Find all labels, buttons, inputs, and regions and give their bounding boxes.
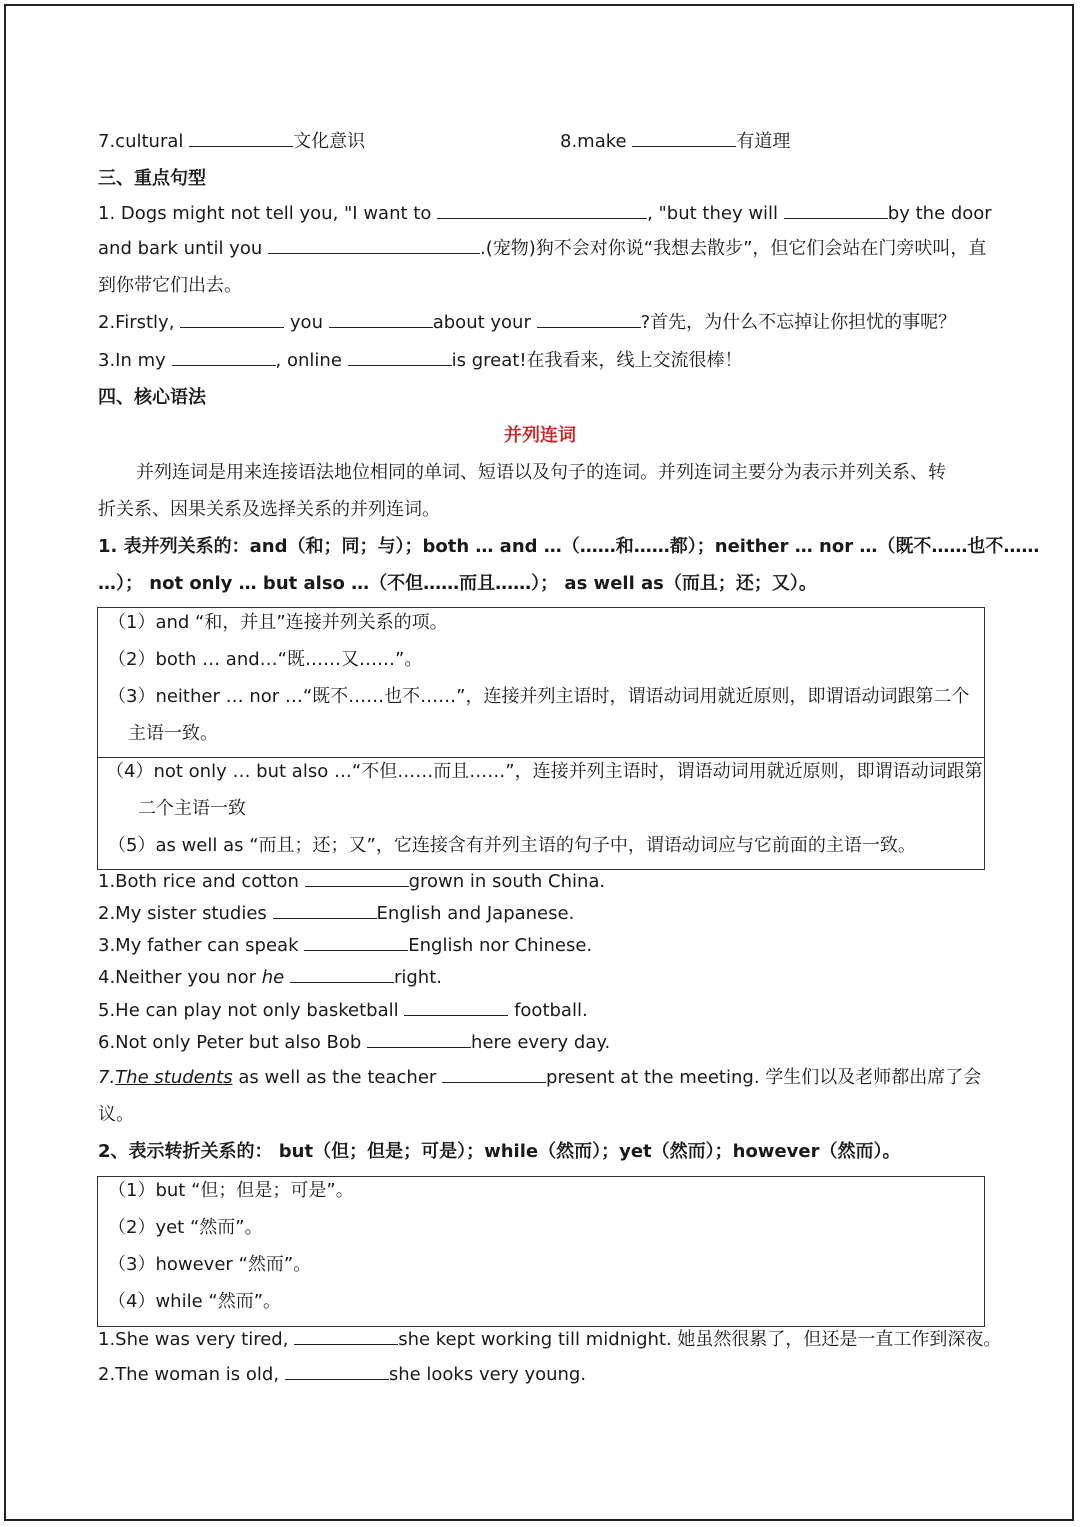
rule-4: （4）while “然而”。	[108, 1291, 282, 1312]
grammar-title: 并列连词	[504, 425, 576, 446]
rule-5: （5）as well as “而且；还；又”，它连接含有并列主语的句子中，谓语动词应与它前面的主语一致。	[108, 835, 916, 856]
rule-3: （3）neither … nor …“既不……也不……”，连接并列主语时，谓语动词用就近原则，即谓语动词跟第二个	[108, 686, 970, 707]
answer-blank[interactable]	[305, 870, 409, 887]
rules-box-2	[97, 1176, 985, 1327]
sentence-1-line-2: and bark until you .(宠物)狗不会对你说“我想去散步”，但它们会站在门旁吠叫，直	[98, 238, 987, 259]
answer-blank[interactable]	[348, 349, 452, 366]
sentence-2: 2.Firstly, you about your ?首先，为什么不忘掉让你担忧的事呢？	[98, 312, 957, 333]
point-1-heading-line-1: 1. 表并列关系的：and（和；同；与）；both … and …（……和……都）；neither … nor …（既不……也不……	[98, 536, 1040, 557]
answer-blank[interactable]	[172, 349, 276, 366]
exercise-1-7: 7.The students as well as the teacher present at the meeting. 学生们以及老师都出席了会	[98, 1067, 982, 1088]
rule-4-cont: 二个主语一致	[138, 798, 246, 819]
point-1-heading-line-2: …）； not only … but also …（不但……而且……）； as well as（而且；还；又）。	[98, 573, 817, 594]
exercise-1-7-cont: 议。	[98, 1104, 134, 1125]
answer-blank[interactable]	[537, 311, 641, 328]
exercise-1-3: 3.My father can speak English nor Chinese.	[98, 935, 593, 956]
rule-2: （2）yet “然而”。	[108, 1217, 263, 1238]
box-divider	[98, 757, 984, 758]
rule-1: （1）and “和，并且”连接并列关系的项。	[108, 612, 448, 633]
answer-blank[interactable]	[189, 130, 293, 147]
rule-2: （2）both … and…“既……又……”。	[108, 649, 423, 670]
intro-line-1: 并列连词是用来连接语法地位相同的单词、短语以及句子的连词。并列连词主要分为表示并列关系、转	[136, 462, 946, 483]
answer-blank[interactable]	[442, 1066, 546, 1083]
intro-line-2: 折关系、因果关系及选择关系的并列连词。	[98, 499, 440, 520]
sentence-3: 3.In my , online is great!在我看来，线上交流很棒！	[98, 350, 743, 371]
answer-blank[interactable]	[268, 237, 480, 254]
exercise-2-2: 2.The woman is old, she looks very young.	[98, 1364, 587, 1385]
sentence-1-line-3: 到你带它们出去。	[98, 275, 242, 296]
rule-3: （3）however “然而”。	[108, 1254, 312, 1275]
rule-4: （4）not only … but also …“不但……而且……”，连接并列主语时，谓语动词用就近原则，即谓语动词跟第	[106, 761, 983, 782]
answer-blank[interactable]	[285, 1363, 389, 1380]
sentence-1-line-1: 1. Dogs might not tell you, "I want to , "but they will by the door	[98, 203, 992, 224]
answer-blank[interactable]	[290, 966, 394, 983]
rules-box-1	[97, 607, 985, 870]
answer-blank[interactable]	[367, 1031, 471, 1048]
answer-blank[interactable]	[180, 311, 284, 328]
rule-3-cont: 主语一致。	[128, 723, 218, 744]
answer-blank[interactable]	[329, 311, 433, 328]
answer-blank[interactable]	[437, 202, 647, 219]
section3-heading: 三、重点句型	[98, 168, 206, 189]
answer-blank[interactable]	[273, 902, 377, 919]
answer-blank[interactable]	[404, 999, 508, 1016]
answer-blank[interactable]	[304, 934, 408, 951]
exercise-2-1: 1.She was very tired, she kept working till midnight. 她虽然很累了，但还是一直工作到深夜。	[98, 1329, 1002, 1350]
answer-blank[interactable]	[784, 202, 888, 219]
exercise-1-2: 2.My sister studies English and Japanese.	[98, 903, 575, 924]
exercise-1-6: 6.Not only Peter but also Bob here every day.	[98, 1032, 611, 1053]
section4-heading: 四、核心语法	[98, 387, 206, 408]
point-2-heading: 2、表示转折关系的： but（但；但是；可是）；while（然而）；yet（然而）；however（然而）。	[98, 1141, 901, 1162]
exercise-1-5: 5.He can play not only basketball football.	[98, 1000, 588, 1021]
answer-blank[interactable]	[294, 1328, 398, 1345]
answer-blank[interactable]	[632, 130, 736, 147]
exercise-1-4: 4.Neither you nor he right.	[98, 967, 442, 988]
vocab-item-7: 7.cultural 文化意识	[98, 131, 366, 152]
vocab-item-8: 8.make 有道理	[560, 131, 791, 152]
rule-1: （1）but “但；但是；可是”。	[108, 1180, 354, 1201]
exercise-1-1: 1.Both rice and cotton grown in south China.	[98, 871, 606, 892]
